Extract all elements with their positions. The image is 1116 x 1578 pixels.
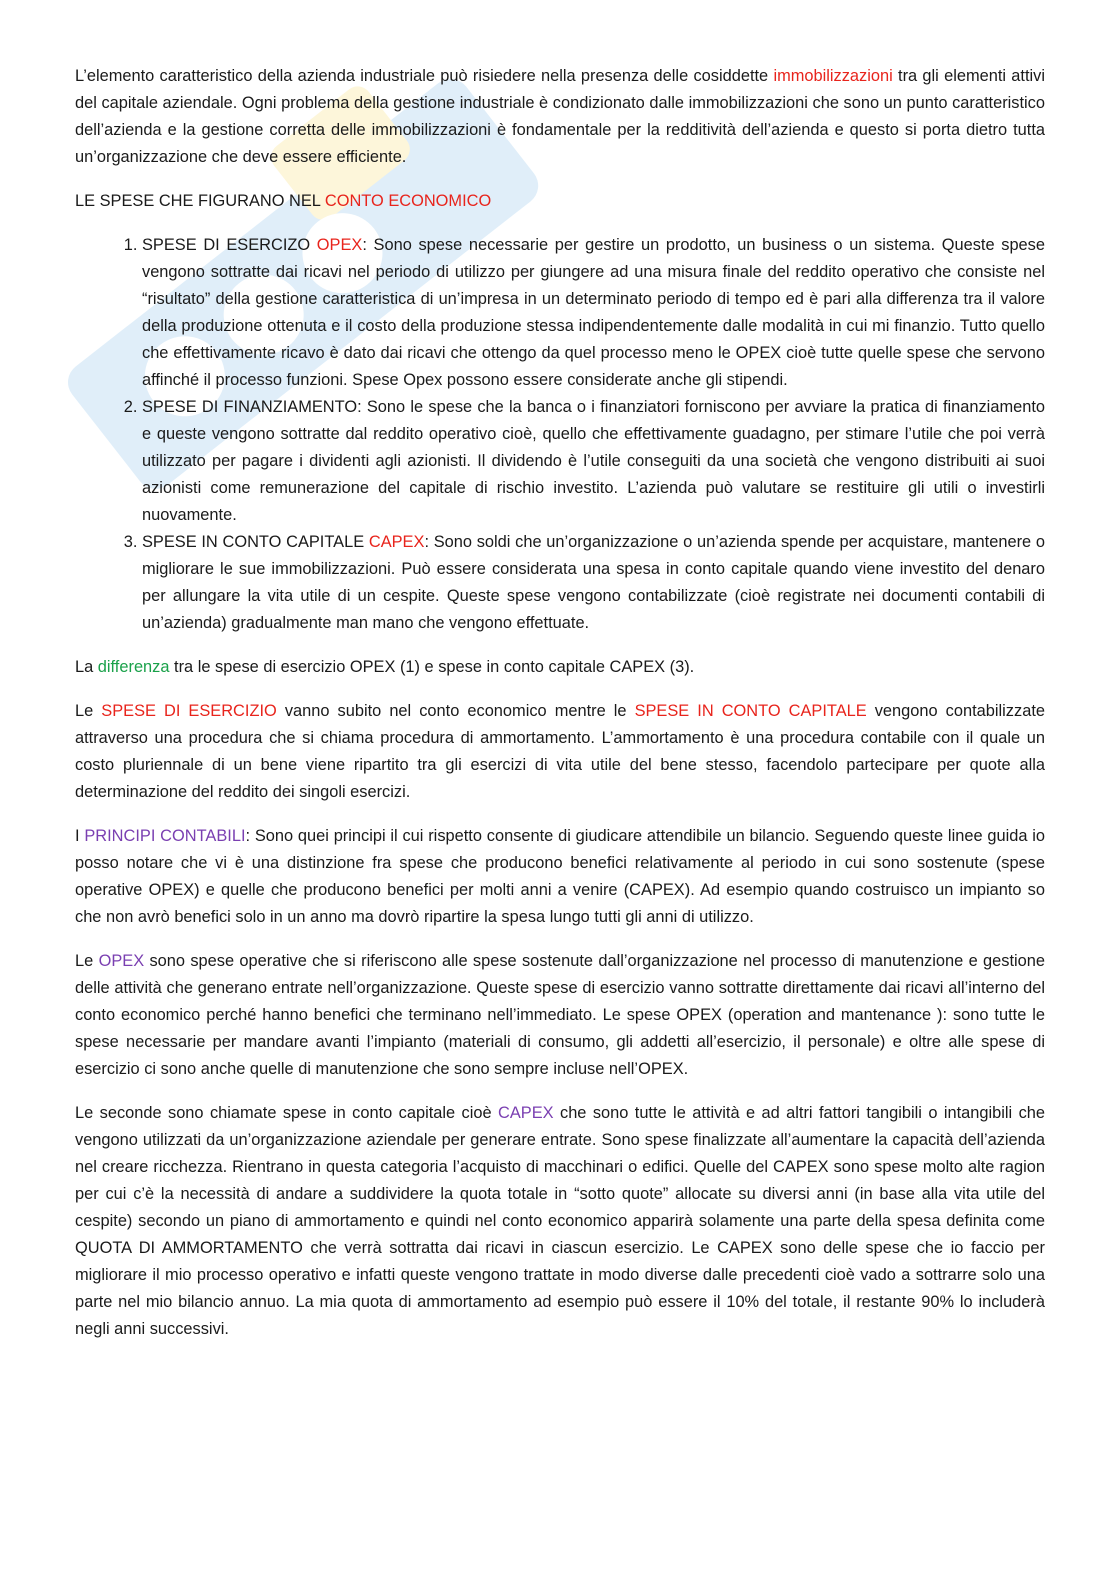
section-heading: LE SPESE CHE FIGURANO NEL CONTO ECONOMICO bbox=[75, 192, 492, 210]
difference-paragraph: La differenza tra le spese di esercizio OPEX (1) e spese in conto capitale CAPEX (3). bbox=[75, 658, 695, 676]
list-item-finanziamento: 2. SPESE DI FINANZIAMENTO: Sono le spese che la banca o i finanziatori forniscono per avviare la pratica di finanziamento e queste vengono sottratte dal reddito operativo cioè, quello che effettivamente guadagno, per stimare l’utile che poi verrà utilizzato per pagare i dividenti agli azionisti. Il dividendo è l’utile conseguiti da una società che vengono distribuiti ai suoi azionisti come remunerazione del capitale di rischio investito. L’azienda può valutare se restituire gli utili o investirli nuovamente. bbox=[142, 394, 1045, 529]
expense-list bbox=[75, 232, 1045, 637]
principi-contabili-paragraph: I PRINCIPI CONTABILI: Sono quei principi il cui rispetto consente di giudicare attendibile un bilancio. Seguendo queste linee guida io posso notare che vi è una distinzione fra spese che producono benefici relativamente al periodo in cui sono sostenute (spese operative OPEX) e quelle che producono benefici per molti anni a venire (CAPEX). Ad esempio quando costruisco un impianto so che non avrò benefici solo in un anno ma dovrò ripartire la spesa lungo tutti gli anni di utilizzo. bbox=[75, 827, 1046, 926]
capex-paragraph: Le seconde sono chiamate spese in conto capitale cioè CAPEX che sono tutte le attività e ad altri fattori tangibili o intangibili che vengono utilizzati da un’organizzazione aziendale per generare entrate. Sono spese finalizzate all’aumentare la capacità dell’azienda nel creare ricchezza. Rientrano in questa categoria l’acquisto di macchinari o edifici. Quelle del CAPEX sono spese molto alte ragion per cui c’è la necessità di andare a suddividere la quota totale in “sotto quote” allocate su diversi anni (in base alla vita utile del cespite) secondo un piano di ammortamento e quindi nel conto economico apparirà solamente una parte della spesa definita come QUOTA DI AMMORTAMENTO che verrà sottratta dai ricavi in ciascun esercizio. Le CAPEX sono delle spese che io faccio per migliorare il mio processo operativo e infatti queste vengono trattate in modo diverse dalle precedenti cioè vado a sottrarre solo una parte nel mio bilancio annuo. La mia quota di ammortamento ad esempio può essere il 10% del totale, il restante 90% lo includerà negli anni successivi. bbox=[75, 1104, 1046, 1338]
highlight-conto-economico: CONTO ECONOMICO bbox=[324, 192, 492, 210]
list-item-opex: 1. SPESE DI ESERCIZO OPEX: Sono spese necessarie per gestire un prodotto, un business o un sistema. Queste spese vengono sottratte dai ricavi nel periodo di utilizzo per giungere ad una misura finale del reddito operativo che consiste nel “risultato” della gestione caratteristica di un’impresa in un determinato periodo di tempo ed è pari alla differenza tra il valore della produzione ottenuta e il costo della produzione stessa indipendentemente dalle modalità in cui mi finanzio. Tutto quello che effettivamente ricavo è dato dai ricavi che ottengo da quel processo meno le OPEX cioè tutte quelle spese che servono affinché il processo funzioni. Spese Opex possono essere considerate anche gli stipendi. bbox=[142, 232, 1045, 394]
opex-paragraph: Le OPEX sono spese operative che si riferiscono alle spese sostenute dall’organizzazione nel processo di manutenzione e gestione delle attività che generano entrate nell’organizzazione. Queste spese di esercizio vanno sottratte direttamente dai ricavi all’interno del conto economico perché hanno benefici che terminano nell’immediato. Le spese OPEX (operation and mantenance ): sono tutte le spese necessarie per mandare avanti l’impianto (materiali di consumo, gli addetti all’esercizio, il personale) e oltre alle spese di esercizio ci sono anche quelle di manutenzione che sono sempre incluse nell’OPEX. bbox=[75, 952, 1045, 1078]
ammortamento-paragraph: Le SPESE DI ESERCIZIO vanno subito nel conto economico mentre le SPESE IN CONTO CAPITALE vengono contabilizzate attraverso una procedura che si chiama procedura di ammortamento. L’ammortamento è una procedura contabile con il quale un costo pluriennale di un bene viene ripartito tra gli esercizi di vita utile del bene stesso, facendolo partecipare per quote alla determinazione del reddito dei singoli esercizi. bbox=[75, 702, 1045, 801]
document-body bbox=[75, 63, 1045, 1360]
list-item-capex: 3. SPESE IN CONTO CAPITALE CAPEX: Sono soldi che un’organizzazione o un’azienda spende per acquistare, mantenere o migliorare le sue immobilizzazioni. Può essere considerata una spesa in conto capitale quando viene investito del denaro per allungare la vita utile di un cespite. Queste spese vengono contabilizzate (cioè registrate nei documenti contabili di un’azienda) gradualmente man mano che vengono effettuate. bbox=[142, 529, 1045, 637]
highlight-immobilizzazioni: immobilizzazioni bbox=[773, 67, 893, 85]
intro-paragraph: L’elemento caratteristico della azienda industriale può risiedere nella presenza delle cosiddette immobilizzazioni tra gli elementi attivi del capitale aziendale. Ogni problema della gestione industriale è condizionato dalle immobilizzazioni che sono un punto caratteristico dell’azienda e la gestione corretta delle immobilizzazioni è fondamentale per la redditività dell’azienda e questo si porta dietro tutta un’organizzazione che deve essere efficiente. bbox=[75, 67, 1045, 166]
